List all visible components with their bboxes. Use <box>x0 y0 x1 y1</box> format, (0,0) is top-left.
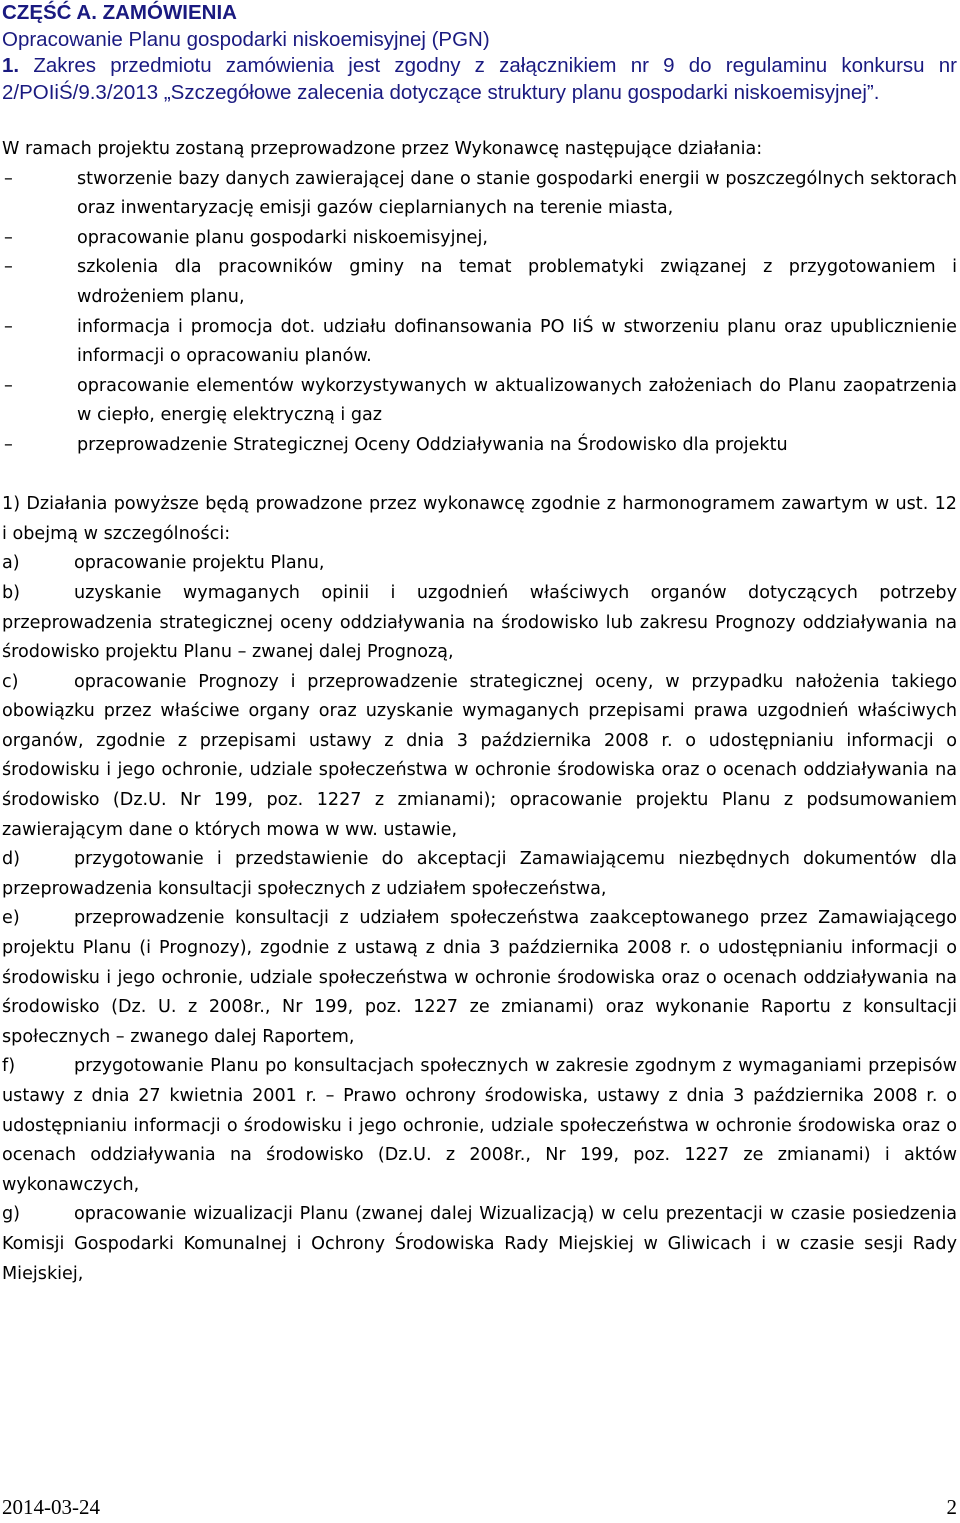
item-text: przygotowanie i przedstawienie do akceptacji Zamawiającemu niezbędnych dokumentów dla przeprowadzenia konsultacji społecznych z udziałem społeczeństwa, <box>2 849 957 899</box>
footer-date: 2014-03-24 <box>2 1495 100 1519</box>
item-label: f) <box>2 1056 16 1077</box>
dash-bullet: – <box>4 316 13 337</box>
dash-bullet: – <box>4 375 13 396</box>
scope-number: 1. <box>2 54 20 77</box>
item-label: g) <box>2 1204 21 1225</box>
item-label: e) <box>2 908 20 929</box>
section-1-paragraph: 1) Działania powyższe będą prowadzone przez wykonawcę zgodnie z harmonogramem zawartym w ust. 12 i obejmą w szczególności: <box>2 494 957 544</box>
item-a <box>2 549 957 579</box>
document-subtitle: Opracowanie Planu gospodarki niskoemisyjnej (PGN) <box>2 27 490 51</box>
list-item <box>2 313 957 372</box>
item-text: opracowanie wizualizacji Planu (zwanej dalej Wizualizacją) w celu prezentacji w czasie posiedzenia Komisji Gospodarki Komunalnej i Ochrony Środowiska Rady Miejskiej w Gliwicach i w czasie sesji Rady Miejskiej, <box>2 1204 957 1284</box>
scope-paragraph <box>2 53 957 106</box>
list-item-text: opracowanie planu gospodarki niskoemisyjnej, <box>77 227 488 248</box>
list-item-text: przeprowadzenie Strategicznej Oceny Oddziaływania na Środowisko dla projektu <box>77 434 788 455</box>
item-label: a) <box>2 553 20 574</box>
list-item <box>2 372 957 431</box>
document-body <box>2 135 957 1289</box>
list-item-text: stworzenie bazy danych zawierającej dane o stanie gospodarki energii w poszczególnych sektorach oraz inwentaryzację emisji gazów cieplarnianych na terenie miasta, <box>77 168 957 219</box>
item-label: d) <box>2 849 21 870</box>
dash-bullet: – <box>4 434 13 455</box>
document-page <box>2 0 957 1289</box>
list-item <box>2 253 957 312</box>
item-text: przygotowanie Planu po konsultacjach społecznych w zakresie zgodnym z wymaganiami przepisów ustawy z dnia 27 kwietnia 2001 r. – Prawo ochrony środowiska, ustawy z dnia 3 października 2008 r. o udostępnianiu informacji o środowisku i jego ochronie, udziale społeczeństwa w ochronie środowiska oraz o ocenach oddziaływania na środowisko (Dz.U. z 2008r., Nr 199, poz. 1227 ze zmianami) i aktów wykonawczych, <box>2 1056 957 1195</box>
dash-bullet: – <box>4 168 13 189</box>
item-f <box>2 1052 957 1200</box>
item-text: przeprowadzenie konsultacji z udziałem społeczeństwa zaakceptowanego przez Zamawiającego projektu Planu (i Prognozy), zgodnie z ustawą z dnia 3 października 2008 r. o udostępnianiu informacji o środowisku i jego ochronie, udziale społeczeństwa w ochronie środowiska oraz o ocenach oddziaływania na środowisko (Dz. U. z 2008r., Nr 199, poz. 1227 ze zmianami) oraz wykonanie Raportu z konsultacji społecznych – zwanego dalej Raportem, <box>2 908 957 1047</box>
page-number: 2 <box>946 1495 957 1519</box>
activities-list <box>2 165 957 461</box>
list-item-text: szkolenia dla pracowników gminy na temat problematyki związanej z przygotowaniem i wdrożeniem planu, <box>77 257 957 307</box>
list-item <box>2 165 957 224</box>
intro-paragraph: W ramach projektu zostaną przeprowadzone przez Wykonawcę następujące działania: <box>2 139 763 159</box>
list-item-text: informacja i promocja dot. udziału dofinansowania PO IiŚ w stworzeniu planu oraz upublicznienie informacji o opracowaniu planów. <box>77 316 957 367</box>
item-text: opracowanie projektu Planu, <box>74 553 325 574</box>
scope-text: Zakres przedmiotu zamówienia jest zgodny z załącznikiem nr 9 do regulaminu konkursu nr 2/POIiŚ/9.3/2013 „Szczegółowe zalecenia dotyczące struktury planu gospodarki niskoemisyjnej”. <box>2 54 957 104</box>
item-text: opracowanie Prognozy i przeprowadzenie strategicznej oceny, w przypadku nałożenia takiego obowiązku przez właściwe organy oraz uzyskanie wymaganych przepisami prawa uzgodnień właściwych organów, zgodnie z przepisami ustawy z dnia 3 października 2008 r. o udostępnianiu informacji o środowisku i jego ochronie, udziale społeczeństwa w ochronie środowiska oraz o ocenach oddziaływania na środowisko (Dz.U. Nr 199, poz. 1227 z zmianami); opracowanie projektu Planu z podsumowaniem zawierającym dane o których mowa w ww. ustawie, <box>2 671 957 840</box>
item-label: c) <box>2 671 19 692</box>
item-d <box>2 845 957 904</box>
list-item <box>2 224 957 254</box>
list-item <box>2 431 957 461</box>
document-header <box>2 0 957 106</box>
item-e <box>2 904 957 1052</box>
dash-bullet: – <box>4 227 13 248</box>
item-b <box>2 579 957 668</box>
dash-bullet: – <box>4 257 13 278</box>
item-label: b) <box>2 582 21 603</box>
list-item-text: opracowanie elementów wykorzystywanych w aktualizowanych założeniach do Planu zaopatrzenia w ciepło, energię elektryczną i gaz <box>77 375 957 426</box>
item-g <box>2 1200 957 1289</box>
item-c <box>2 668 957 846</box>
part-title: CZĘŚĆ A. ZAMÓWIENIA <box>2 1 237 24</box>
item-text: uzyskanie wymaganych opinii i uzgodnień właściwych organów dotyczących potrzeby przeprowadzenia strategicznej oceny oddziaływania na środowisko lub zakresu Prognozy oddziaływania na środowisko projektu Planu – zwanej dalej Prognozą, <box>2 582 957 663</box>
